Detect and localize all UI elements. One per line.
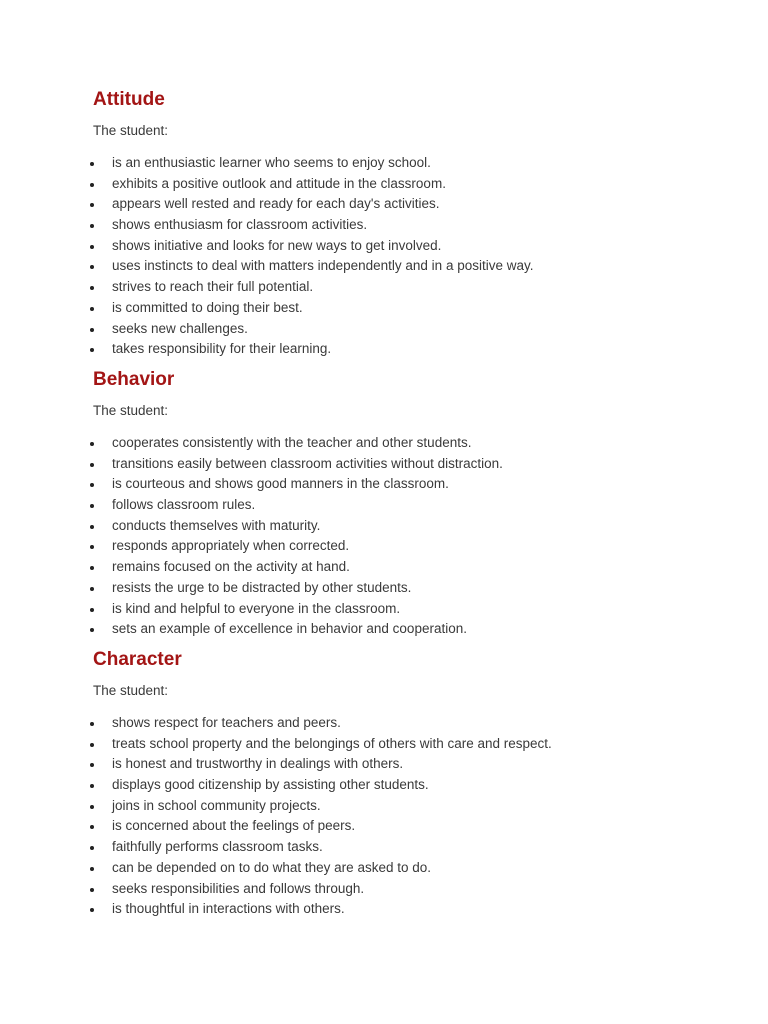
bullet-icon — [90, 784, 94, 788]
bullet-list — [93, 153, 713, 360]
list-item-text: is committed to doing their best. — [112, 299, 303, 315]
list-item — [93, 298, 713, 319]
list-item-text: resists the urge to be distracted by other students. — [112, 579, 412, 595]
bullet-icon — [90, 888, 94, 892]
list-item — [93, 516, 713, 537]
list-item — [93, 879, 713, 900]
list-item — [93, 474, 713, 495]
list-item-text: follows classroom rules. — [112, 497, 256, 513]
list-item — [93, 754, 713, 775]
bullet-icon — [90, 867, 94, 871]
list-item — [93, 194, 713, 215]
bullet-icon — [90, 245, 94, 249]
section-title: Behavior — [93, 369, 175, 390]
list-item — [93, 796, 713, 817]
bullet-icon — [90, 203, 94, 207]
list-item-text: is courteous and shows good manners in the classroom. — [112, 476, 449, 492]
list-item — [93, 734, 713, 755]
bullet-icon — [90, 825, 94, 829]
list-item-text: remains focused on the activity at hand. — [112, 559, 350, 575]
bullet-icon — [90, 525, 94, 529]
section-title: Attitude — [93, 89, 165, 110]
bullet-icon — [90, 504, 94, 508]
list-item — [93, 236, 713, 257]
list-item-text: uses instincts to deal with matters independently and in a positive way. — [112, 258, 534, 274]
bullet-icon — [90, 908, 94, 912]
bullet-icon — [90, 162, 94, 166]
section-intro: The student: — [93, 403, 169, 418]
list-item — [93, 557, 713, 578]
list-item-text: can be depended on to do what they are asked to do. — [112, 859, 431, 875]
bullet-icon — [90, 183, 94, 187]
bullet-icon — [90, 763, 94, 767]
list-item-text: is honest and trustworthy in dealings with others. — [112, 756, 404, 772]
section-intro: The student: — [93, 683, 169, 698]
list-item-text: strives to reach their full potential. — [112, 279, 314, 295]
list-item-text: conducts themselves with maturity. — [112, 517, 321, 533]
bullet-icon — [90, 463, 94, 467]
list-item-text: cooperates consistently with the teacher and other students. — [112, 435, 472, 450]
list-item-text: responds appropriately when corrected. — [112, 538, 350, 554]
list-item — [93, 339, 713, 360]
bullet-icon — [90, 328, 94, 332]
bullet-icon — [90, 286, 94, 290]
bullet-icon — [90, 743, 94, 747]
bullet-list — [93, 713, 713, 920]
list-item — [93, 816, 713, 837]
bullet-icon — [90, 587, 94, 591]
list-item — [93, 536, 713, 557]
list-item — [93, 578, 713, 599]
list-item — [93, 433, 713, 454]
list-item — [93, 713, 713, 734]
list-item — [93, 174, 713, 195]
bullet-icon — [90, 545, 94, 549]
list-item-text: treats school property and the belongings of others with care and respect. — [112, 735, 552, 751]
section-intro: The student: — [93, 123, 169, 138]
list-item — [93, 495, 713, 516]
bullet-icon — [90, 608, 94, 612]
list-item-text: is concerned about the feelings of peers. — [112, 818, 356, 834]
list-item-text: is thoughtful in interactions with others. — [112, 901, 345, 917]
list-item-text: is kind and helpful to everyone in the classroom. — [112, 600, 401, 616]
list-item — [93, 599, 713, 620]
list-item — [93, 858, 713, 879]
list-item — [93, 454, 713, 475]
bullet-icon — [90, 265, 94, 269]
list-item-text: transitions easily between classroom activities without distraction. — [112, 455, 503, 471]
list-item — [93, 153, 713, 174]
list-item-text: shows enthusiasm for classroom activities. — [112, 217, 368, 233]
section-behavior — [93, 369, 713, 637]
list-item-text: takes responsibility for their learning. — [112, 341, 332, 357]
list-item — [93, 319, 713, 340]
list-item — [93, 775, 713, 796]
list-item-text: shows initiative and looks for new ways to get involved. — [112, 237, 442, 253]
bullet-icon — [90, 846, 94, 850]
list-item-text: sets an example of excellence in behavior and cooperation. — [112, 621, 467, 637]
list-item-text: displays good citizenship by assisting other students. — [112, 777, 429, 793]
list-item — [93, 277, 713, 298]
list-item — [93, 256, 713, 277]
list-item — [93, 215, 713, 236]
bullet-list — [93, 433, 713, 640]
list-item-text: is an enthusiastic learner who seems to enjoy school. — [112, 155, 431, 170]
bullet-icon — [90, 566, 94, 570]
list-item — [93, 619, 713, 640]
bullet-icon — [90, 628, 94, 632]
section-character — [93, 649, 713, 917]
bullet-icon — [90, 442, 94, 446]
list-item-text: faithfully performs classroom tasks. — [112, 839, 323, 855]
list-item-text: joins in school community projects. — [112, 797, 321, 813]
bullet-icon — [90, 307, 94, 311]
list-item-text: seeks responsibilities and follows through. — [112, 880, 365, 896]
section-attitude — [93, 89, 713, 357]
bullet-icon — [90, 805, 94, 809]
list-item-text: seeks new challenges. — [112, 320, 248, 336]
bullet-icon — [90, 348, 94, 352]
list-item-text: appears well rested and ready for each day's activities. — [112, 196, 440, 212]
list-item-text: exhibits a positive outlook and attitude in the classroom. — [112, 175, 446, 191]
bullet-icon — [90, 722, 94, 726]
list-item — [93, 837, 713, 858]
bullet-icon — [90, 483, 94, 487]
list-item-text: shows respect for teachers and peers. — [112, 715, 341, 730]
section-title: Character — [93, 649, 182, 670]
bullet-icon — [90, 224, 94, 228]
list-item — [93, 899, 713, 920]
